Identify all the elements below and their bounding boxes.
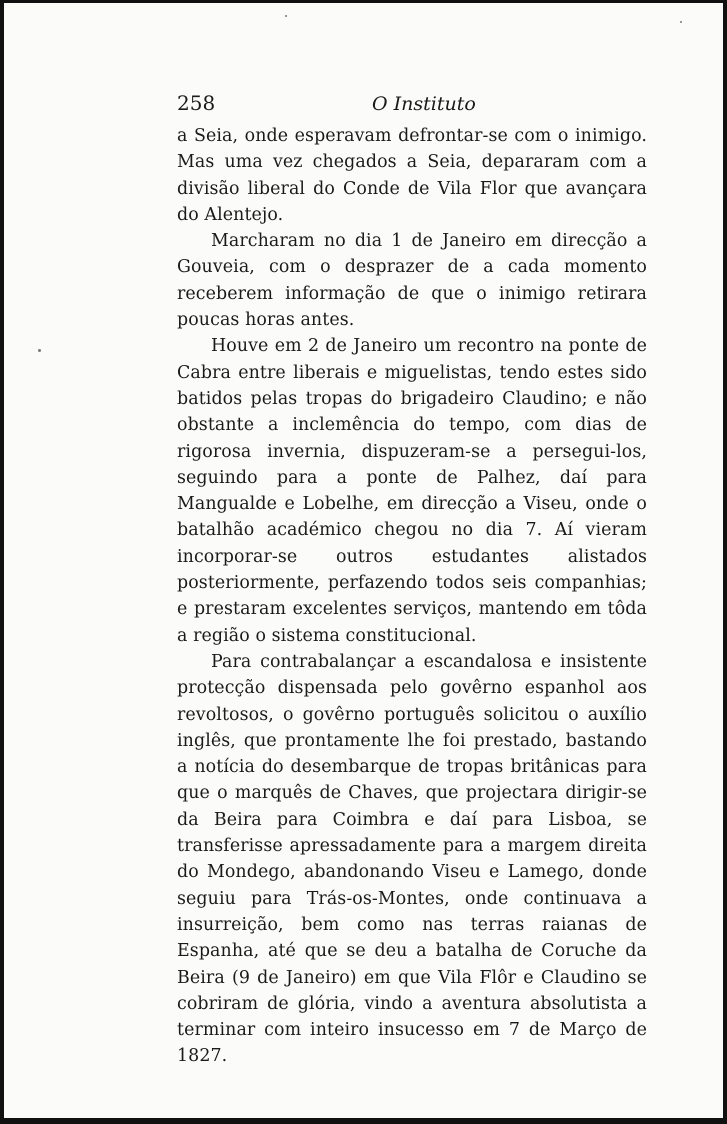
scan-speck (680, 21, 682, 23)
scan-speck (285, 15, 287, 17)
body-text (177, 123, 647, 1070)
paragraph: Houve em 2 de Janeiro um recontro na ponte de Cabra entre liberais e miguelistas, tendo estes sido batidos pelas tropas do brigadeiro Claudino; e não obstante a inclemência do tempo, com dias de rigorosa invernia, dispuzeram-se a persegui-los, seguindo para a ponte de Palhez, daí para Mangualde e Lobelhe, em direcção a Viseu, onde o batalhão académico chegou no dia 7. Aí vieram incorporar-se outros estudantes alistados posteriormente, perfazendo todos seis companhias; e prestaram excelentes serviços, mantendo em tôda a região o sistema constitucional. (177, 336, 647, 646)
page-number: 258 (177, 91, 216, 115)
running-title: O Instituto (372, 93, 476, 115)
paragraph: a Seia, onde esperavam defrontar-se com o inimigo. Mas uma vez chegados a Seia, depararam com a divisão liberal do Conde de Vila Flor que avançara do Alentejo. (177, 126, 647, 225)
paragraph: Marcharam no dia 1 de Janeiro em direcção a Gouveia, com o desprazer de a cada momento receberem informação de que o inimigo retirara poucas horas antes. (177, 231, 647, 331)
page-header (177, 85, 647, 123)
book-page (177, 85, 647, 1070)
paragraph: Para contrabalançar a escandalosa e insistente protecção dispensada pelo govêrno espanhol aos revoltosos, o govêrno português solicitou o auxílio inglês, que prontamente lhe foi prestado, bastando a notícia do desembarque de tropas britânicas para que o marquês de Chaves, que projectara dirigir-se da Beira para Coimbra e daí para Lisboa, se transferisse apressadamente para a margem direita do Mondego, abandonando Viseu e Lamego, donde seguiu para Trás-os-Montes, onde continuava a insurreição, bem como nas terras raianas de Espanha, até que se deu a batalha de Coruche da Beira (9 de Janeiro) em que Vila Flôr e Claudino se cobriram de glória, vindo a aventura absolutista a terminar com inteiro insucesso em 7 de Março de 1827. (177, 651, 647, 1067)
scan-speck (38, 349, 41, 352)
